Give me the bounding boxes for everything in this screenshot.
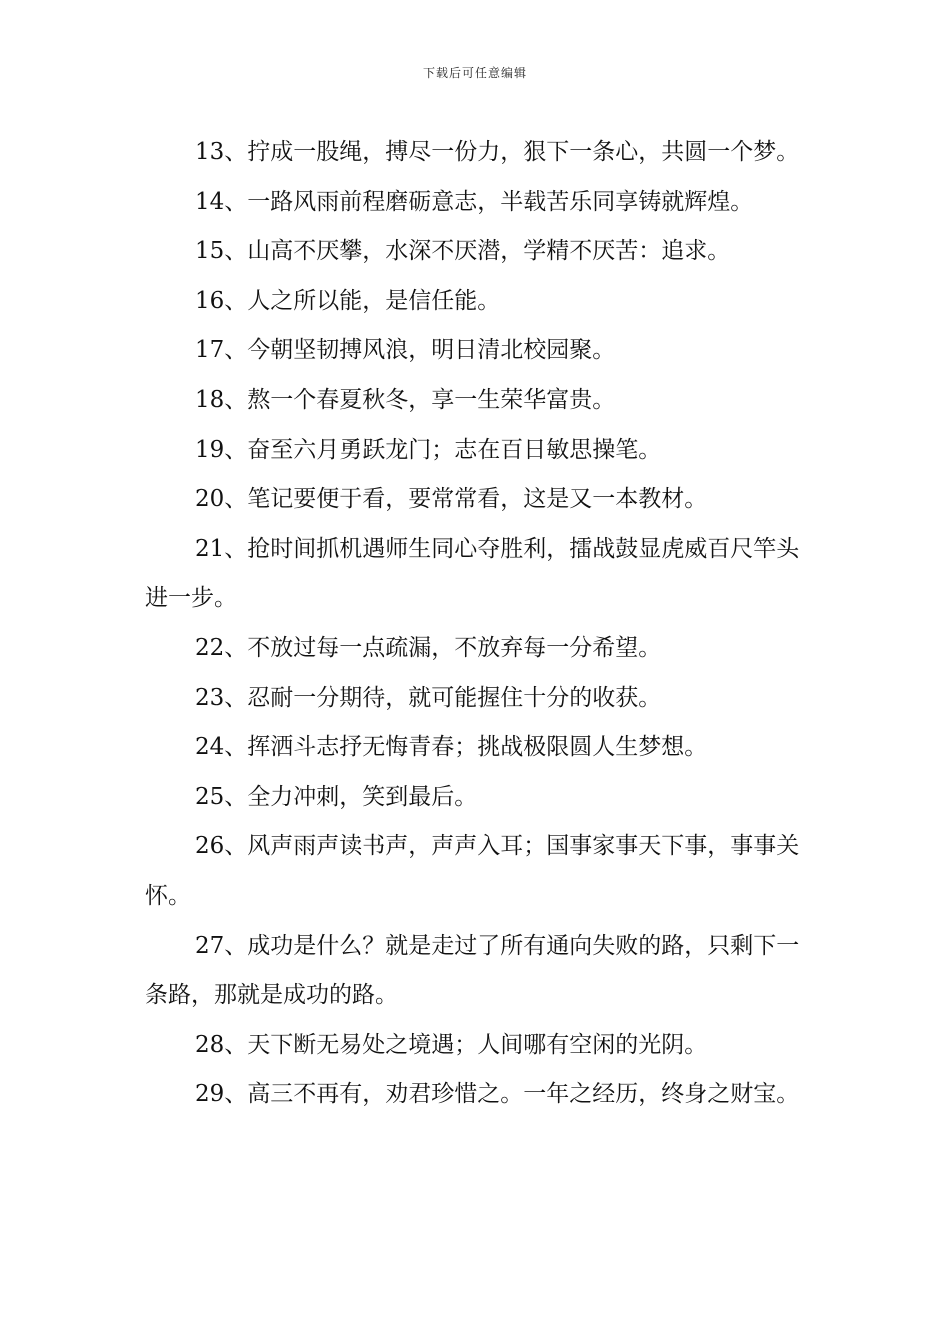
- list-item: [145, 624, 810, 674]
- item-text: 挥洒斗志抒无悔青春；挑战极限圆人生梦想。: [247, 734, 708, 761]
- item-number: 20、: [195, 486, 248, 513]
- list-item: [145, 277, 810, 327]
- list-item: [145, 326, 810, 376]
- item-number: 23、: [195, 684, 248, 711]
- list-item: [145, 674, 810, 724]
- item-number: 26、: [195, 833, 248, 860]
- item-number: 22、: [195, 634, 248, 661]
- list-item: [145, 227, 810, 277]
- list-item: [145, 426, 810, 476]
- item-text: 一路风雨前程磨砺意志，半载苦乐同享铸就辉煌。: [247, 188, 754, 215]
- item-number: 14、: [195, 188, 248, 215]
- list-item: [145, 1021, 810, 1071]
- list-item: [145, 1070, 810, 1120]
- item-number: 27、: [195, 932, 248, 959]
- item-text: 忍耐一分期待，就可能握住十分的收获。: [247, 684, 662, 711]
- item-number: 18、: [195, 386, 248, 413]
- item-text: 熬一个春夏秋冬，享一生荣华富贵。: [247, 386, 616, 413]
- document-body: [145, 128, 810, 1120]
- item-number: 15、: [195, 238, 248, 265]
- item-text: 拧成一股绳，搏尽一份力，狠下一条心，共圆一个梦。: [247, 139, 800, 165]
- item-number: 13、: [195, 139, 248, 165]
- item-number: 21、: [195, 535, 248, 562]
- item-text: 笔记要便于看，要常常看，这是又一本教材。: [247, 486, 708, 513]
- item-text: 全力冲刺，笑到最后。: [247, 783, 478, 810]
- list-item: [145, 773, 810, 823]
- list-item: [145, 475, 810, 525]
- item-text: 天下断无易处之境遇；人间哪有空闲的光阴。: [247, 1031, 708, 1058]
- item-text: 不放过每一点疏漏，不放弃每一分希望。: [247, 634, 662, 661]
- item-number: 28、: [195, 1031, 248, 1058]
- list-item: [145, 822, 810, 921]
- item-text: 抢时间抓机遇师生同心夺胜利，擂战鼓显虎威百尺竿头进一步。: [145, 535, 800, 612]
- item-number: 24、: [195, 734, 248, 761]
- item-number: 29、: [195, 1081, 248, 1108]
- item-number: 17、: [195, 337, 248, 364]
- list-item: [145, 723, 810, 773]
- list-item: [145, 525, 810, 624]
- list-item: [145, 178, 810, 228]
- list-item: [145, 922, 810, 1021]
- item-number: 16、: [195, 287, 248, 314]
- item-text: 人之所以能，是信任能。: [247, 287, 501, 314]
- page-header: 下载后可任意编辑: [422, 66, 527, 80]
- item-number: 19、: [195, 436, 248, 463]
- list-item: [145, 376, 810, 426]
- item-text: 山高不厌攀，水深不厌潜，学精不厌苦：追求。: [247, 238, 731, 265]
- item-text: 高三不再有，劝君珍惜之。一年之经历，终身之财宝。: [247, 1081, 800, 1108]
- item-text: 奋至六月勇跃龙门；志在百日敏思操笔。: [247, 436, 662, 463]
- item-text: 成功是什么？就是走过了所有通向失败的路，只剩下一条路，那就是成功的路。: [145, 932, 800, 1009]
- item-number: 25、: [195, 783, 248, 810]
- item-text: 风声雨声读书声，声声入耳；国事家事天下事，事事关怀。: [145, 833, 800, 909]
- list-item: [145, 128, 810, 178]
- item-text: 今朝坚韧搏风浪，明日清北校园聚。: [247, 337, 616, 364]
